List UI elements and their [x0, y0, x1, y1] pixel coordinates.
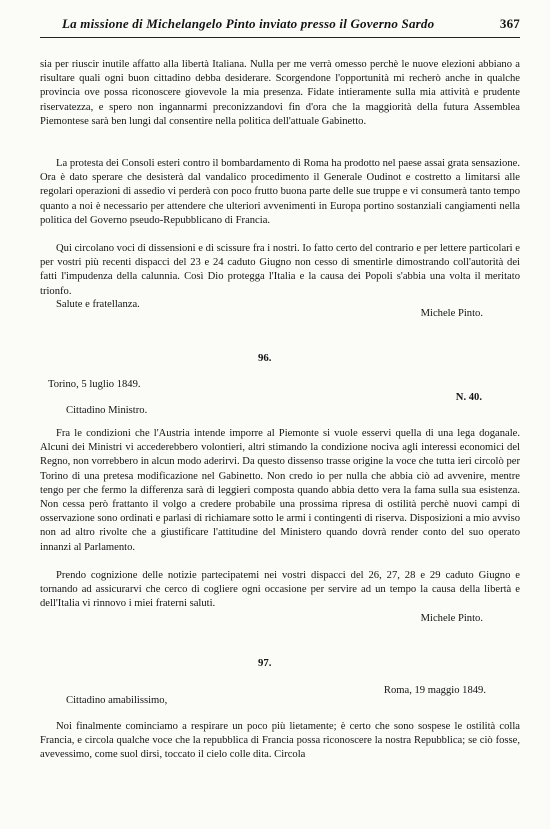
letter95-paragraph-2: La protesta dei Consoli esteri contro il bombardamento di Roma ha prodotto nel paese assai grata sensazione. Ora è dato sperare che desisterà dal vandalico procedimento il Generale Oudinot e costretto a limitarsi alle regolari operazioni di assedio vi perderà con poco frutto buona parte delle sue truppe e vi consumerà tanto tempo quanto a noi è necessario per attendere che ulteriori avvenimenti in Europa portino sostanziali cangiamenti nella politica del Governo pseudo-Repubblicano di Francia.: [40, 158, 520, 226]
letter97-salutation: Cittadino amabilissimo,: [66, 695, 168, 706]
letter96-reference: N. 40.: [455, 392, 482, 403]
letter96-salutation: Cittadino Ministro.: [66, 405, 148, 416]
letter96-place-date: Torino, 5 luglio 1849.: [48, 379, 141, 390]
letter95-paragraph-3: Qui circolano voci di dissensioni e di scissure fra i nostri. Io fatto certo del contrario e per lettere particolari e per vostri più recenti dispacci del 23 e 24 caduto Giugno non cesso di smentirle dimostrando coll'autorità dei fatti l'impudenza della calunnia. Così Dio protegga l'Italia e la causa dei Popoli s'abbia una volta il meritato trionfo.: [40, 243, 520, 297]
letter96-number: 96.: [258, 352, 272, 364]
letter96-paragraph-1: Fra le condizioni che l'Austria intende imporre al Piemonte si vuole esservi quella di una lega doganale. Alcuni dei Ministri vi accederebbero volontieri, altri stimando la condizione nociva agli interessi economici del Regno, non vorrebbero in alcun modo aderirvi. Da questo dissenso trasse origine la voce che tutta ieri circolò per Torino di una pretesa modificazione nel Gabinetto. Non credo io per nulla che abbia ciò ad avvenire, mentre tengo per che fermo la differenza sarà di leggieri composta quando abbia detto vera la fama sulla sua esistenza. Non cessa però frattanto il volgo a credere probabile una prossima ripresa di ostilità perchè nuovi campi di osservazione sono ordinati e parlasi di richiamare sotto le armi i contingenti di riserva. Disposizioni a mio avviso non ad altro rivolte che a giustificare l'attitudine del Ministero quando dovrà render conto del suo operato innanzi al Parlamento.: [40, 428, 520, 553]
letter97-paragraph-1: Noi finalmente cominciamo a respirare un poco più lietamente; è certo che sono sospese le ostilità colla Francia, e circola qualche voce che la repubblica di Francia possa riconoscere la nostra Repubblica; se ciò fosse, avevessimo, come suol dirsi, toccato il cielo colle dita. Circola: [40, 721, 520, 761]
running-title: La missione di Michelangelo Pinto inviato presso il Governo Sardo: [62, 16, 435, 31]
header-rule: [40, 37, 520, 38]
page-number: 367: [499, 16, 520, 31]
letter97-place-date: Roma, 19 maggio 1849.: [383, 685, 486, 696]
letter95-signature: Michele Pinto.: [420, 308, 483, 319]
letter96-signature: Michele Pinto.: [420, 613, 483, 624]
letter95-paragraph-1: sia per riuscir inutile affatto alla libertà Italiana. Nulla per me verrà omesso perchè le nuove elezioni abbiano a risultare quali ogni buon cittadino debba desiderare. Scorgendone l'opportunità mi recherò anche in qualche provincia ove possa riconoscere giovevole la mia presenza. Fidate intieramente sulla mia attività e prudente riservatezza, e spero non ingannarmi preconizzandovi fin d'ora che la maggiorità della futura Assemblea Piemontese sarà ben lungi dal consentire nella politica dell'attuale Gabinetto.: [40, 59, 520, 127]
letter97-number: 97.: [258, 657, 272, 669]
letter96-paragraph-2: Prendo cognizione delle notizie partecipatemi nei vostri dispacci del 26, 27, 28 e 29 caduto Giugno e tornando ad assicurarvi che cerco di cogliere ogni occasione per servire ad un tempo la causa della libertà e dell'Italia vi rinnovo i miei fraterni saluti.: [40, 570, 520, 610]
letter95-closing: Salute e fratellanza.: [56, 299, 140, 310]
